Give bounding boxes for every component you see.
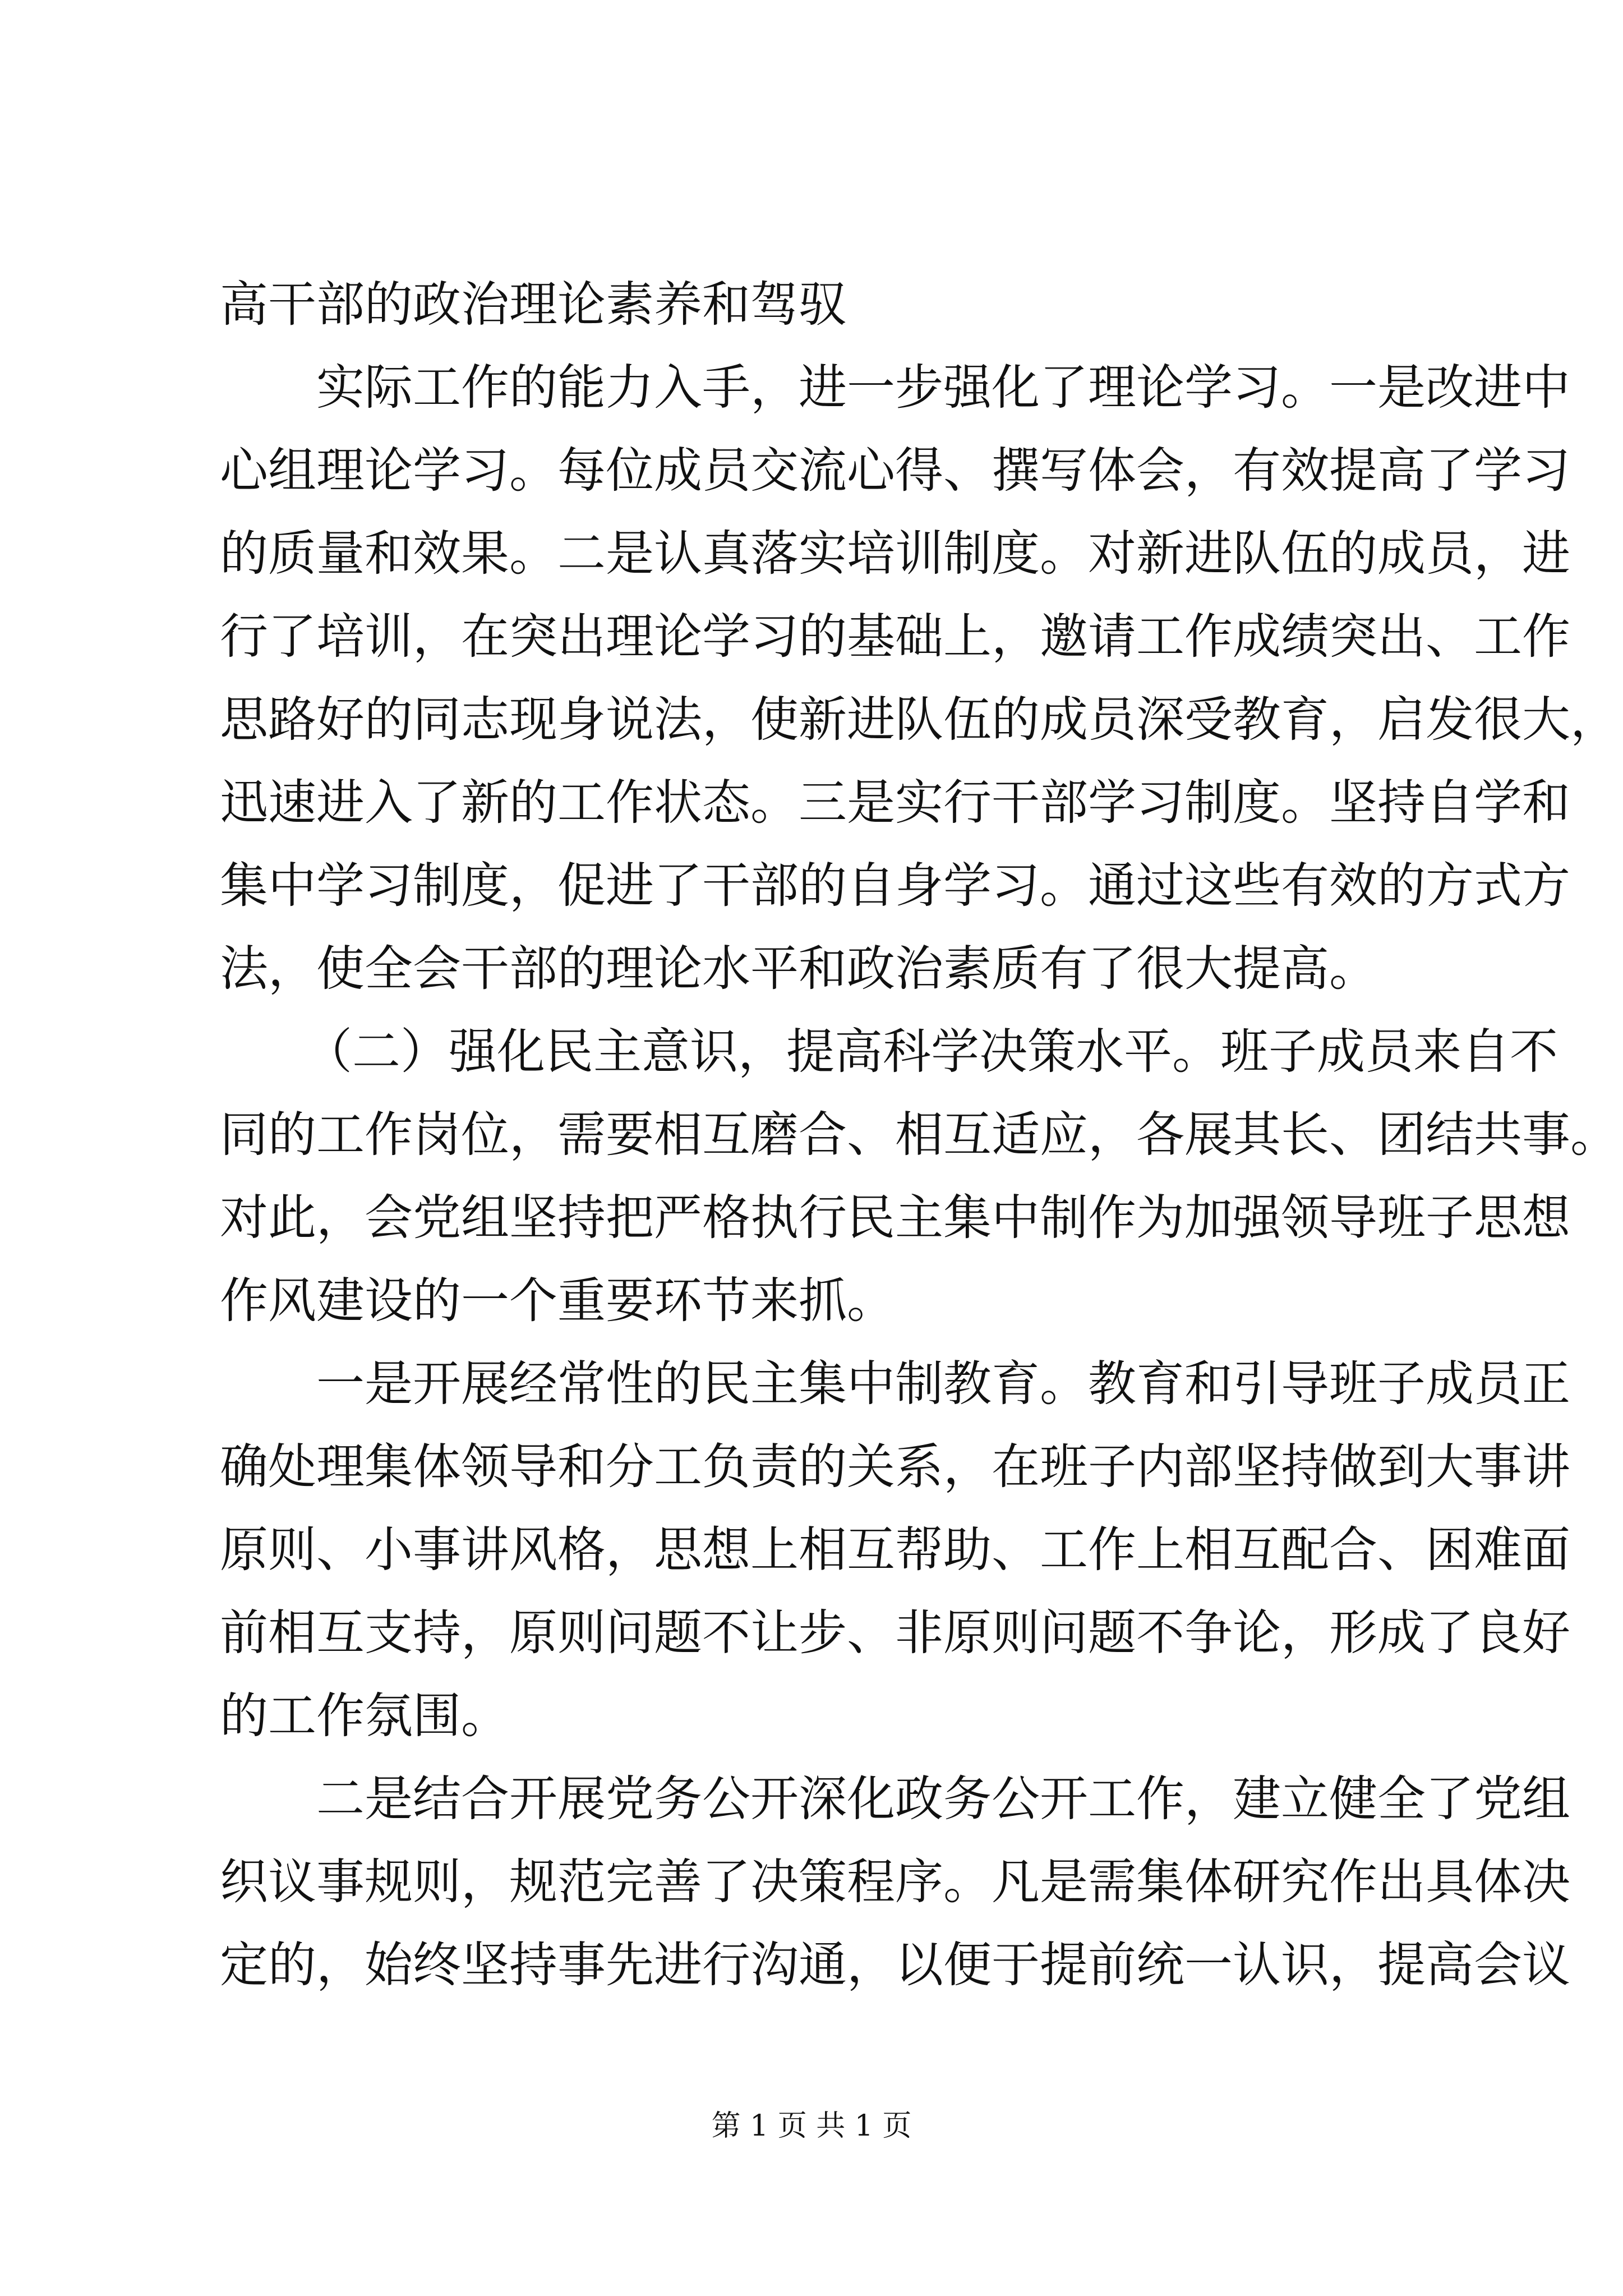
page-footer <box>0 2106 1623 2146</box>
page-number: 第 1 页 共 1 页 <box>711 2109 912 2143</box>
text-line: 高干部的政治理论素养和驾驭 <box>220 277 847 333</box>
text-line: 织议事规则，规范完善了决策程序。凡是需集体研究作出具体决 <box>220 1854 1570 1910</box>
text-line: 定的，始终坚持事先进行沟通，以便于提前统一认识，提高会议 <box>220 1937 1570 1993</box>
text-line: 确处理集体领导和分工负责的关系，在班子内部坚持做到大事讲 <box>220 1439 1570 1495</box>
text-line: 思路好的同志现身说法，使新进队伍的成员深受教育，启发很大， <box>220 692 1619 748</box>
text-line: 行了培训，在突出理论学习的基础上，邀请工作成绩突出、工作 <box>220 609 1570 665</box>
text-line: 心组理论学习。每位成员交流心得、撰写体会，有效提高了学习 <box>220 443 1570 499</box>
text-line: 法，使全会干部的理论水平和政治素质有了很大提高。 <box>220 941 1377 997</box>
text-line: 原则、小事讲风格，思想上相互帮助、工作上相互配合、困难面 <box>220 1522 1570 1578</box>
paragraph-first-line: 实际工作的能力入手，进一步强化了理论学习。一是改进中 <box>316 360 1570 416</box>
text-line: 对此，会党组坚持把严格执行民主集中制作为加强领导班子思想 <box>220 1190 1570 1246</box>
paragraph-first-line: 一是开展经常性的民主集中制教育。教育和引导班子成员正 <box>316 1356 1570 1412</box>
document-body <box>220 263 1619 2007</box>
text-line: 作风建设的一个重要环节来抓。 <box>220 1273 895 1329</box>
text-line: 的工作氛围。 <box>220 1688 509 1744</box>
text-line: 集中学习制度，促进了干部的自身学习。通过这些有效的方式方 <box>220 858 1570 914</box>
text-line: 的质量和效果。二是认真落实培训制度。对新进队伍的成员，进 <box>220 526 1570 582</box>
text-line: 迅速进入了新的工作状态。三是实行干部学习制度。坚持自学和 <box>220 775 1570 831</box>
section-heading-line: （二）强化民主意识，提高科学决策水平。班子成员来自不 <box>304 1024 1558 1080</box>
paragraph-first-line: 二是结合开展党务公开深化政务公开工作，建立健全了党组 <box>316 1771 1570 1827</box>
text-line: 前相互支持，原则问题不让步、非原则问题不争论，形成了良好 <box>220 1605 1570 1661</box>
text-line: 同的工作岗位，需要相互磨合、相互适应，各展其长、团结共事。 <box>220 1107 1619 1163</box>
